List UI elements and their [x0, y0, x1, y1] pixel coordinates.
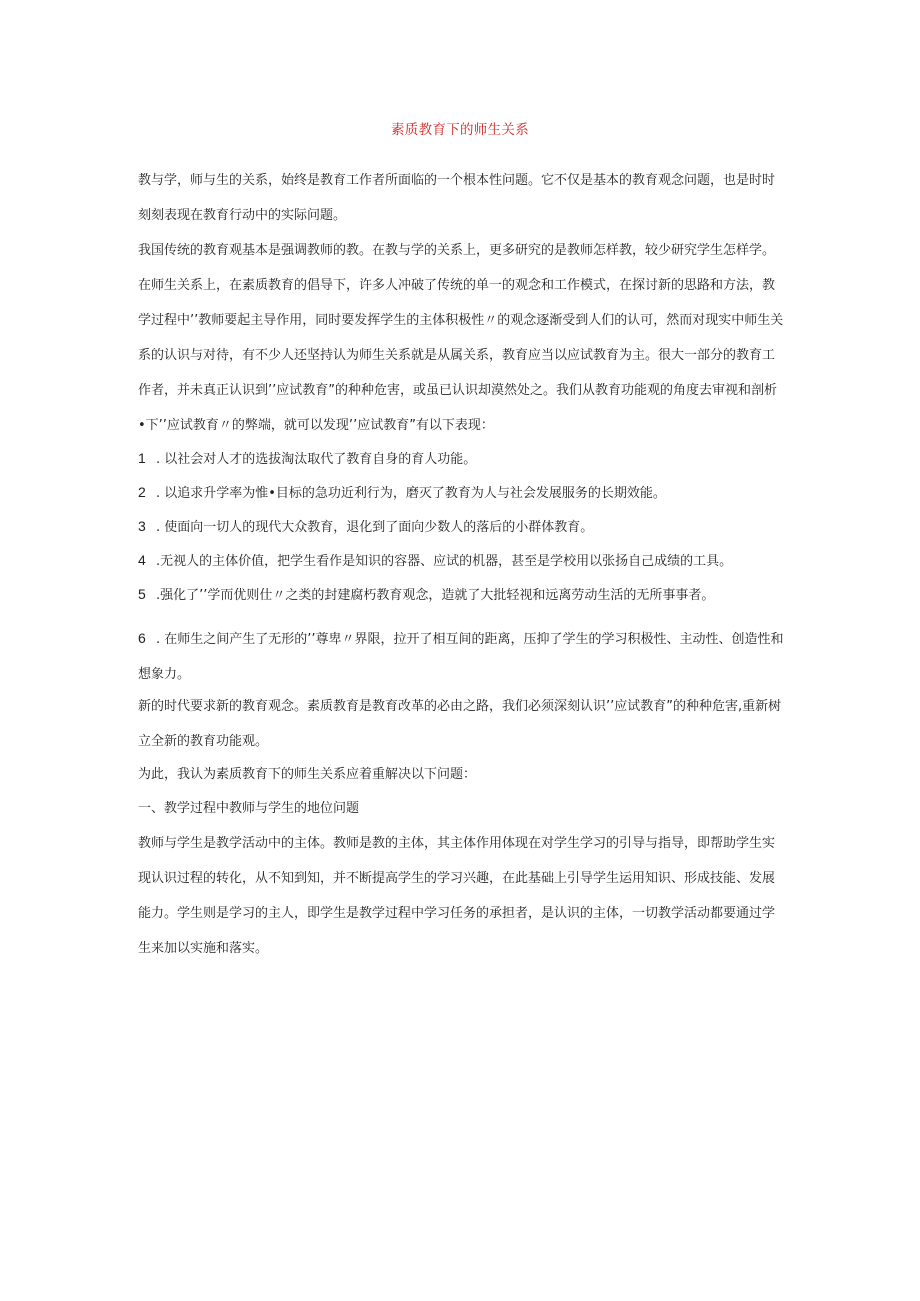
- list-text: . 以追求升学率为惟•目标的急功近利行为，磨灭了教育为人与社会发展服务的长期效能。: [156, 486, 666, 501]
- section-heading-1: 一、教学过程中教师与学生的地位问题: [138, 801, 360, 816]
- list-number: 4: [138, 552, 146, 568]
- list-item-4: [138, 543, 784, 579]
- paragraph-new-era: 新的时代要求新的教育观念。素质教育是教育改革的必由之路，我们必须深刻认识’’应试教育”的种种危害,重新树立全新的教育功能观。: [138, 699, 782, 749]
- list-item-1: [138, 441, 784, 477]
- list-text: .强化了’’学而优则仕〃之类的封建腐朽教育观念，造就了大批轻视和远离劳动生活的无所事事者。: [156, 588, 715, 603]
- list-text: . 在师生之间产生了无形的’’尊卑〃界限，拉开了相互间的距离，压抑了学生的学习积极性、主动性、创造性和想象力。: [138, 632, 784, 682]
- list-number: 3: [138, 518, 146, 534]
- list-text: .无视人的主体价值，把学生看作是知识的容器、应试的机器，甚至是学校用以张扬自己成绩的工具。: [156, 554, 733, 569]
- list-item-3: [138, 509, 784, 545]
- list-number: 2: [138, 484, 146, 500]
- list-number: 1: [138, 450, 146, 466]
- paragraph-teacher-student: 教师与学生是教学活动中的主体。教师是教的主体，其主体作用体现在对学生学习的引导与指导，即帮助学生实现认识过程的转化，从不知到知，并不断提高学生的学习兴趣，在此基础上引导学生运用知识、形成技能、发展能力。学生则是学习的主人，即学生是教学过程中学习任务的承担者，是认识的主体，一切教学活动都要通过学生来加以实施和落实。: [138, 836, 776, 956]
- paragraph-therefore: 为此，我认为素质教育下的师生关系应着重解决以下问题：: [138, 767, 477, 782]
- paragraph-tradition: 我国传统的教育观基本是强调教师的教。在教与学的关系上，更多研究的是教师怎样教，较少研究学生怎样学。在师生关系上，在素质教育的倡导下，许多人冲破了传统的单一的观念和工作模式，在探讨新的思路和方法，教学过程中’’教师要起主导作用，同时要发挥学生的主体积极性〃的观念逐渐受到人们的认可，然而对现实中师生关系的认识与对待，有不少人还坚持认为师生关系就是从属关系，教育应当以应试教育为主。很大一部分的教育工作者，并未真正认识到’’应试教育”的种种危害，或虽已认识却漠然处之。我们从教育功能观的角度去审视和剖析•下’’应试教育〃的弊端，就可以发现’’应试教育”有以下表现：: [138, 243, 784, 433]
- document-title: 素质教育下的师生关系: [391, 122, 529, 138]
- paragraph-intro: 教与学，师与生的关系，始终是教育工作者所面临的一个根本性问题。它不仅是基本的教育观念问题，也是时时刻刻表现在教育行动中的实际问题。: [138, 173, 776, 223]
- list-item-2: [138, 475, 784, 511]
- list-number: 5: [138, 586, 146, 602]
- list-item-5: [138, 577, 784, 613]
- list-text: . 以社会对人才的选拔淘汰取代了教育自身的育人功能。: [156, 452, 477, 467]
- list-number: 6: [138, 630, 146, 646]
- list-text: . 使面向一切人的现代大众教育，退化到了面向少数人的落后的小群体教育。: [156, 520, 594, 535]
- list-item-6: [138, 621, 784, 692]
